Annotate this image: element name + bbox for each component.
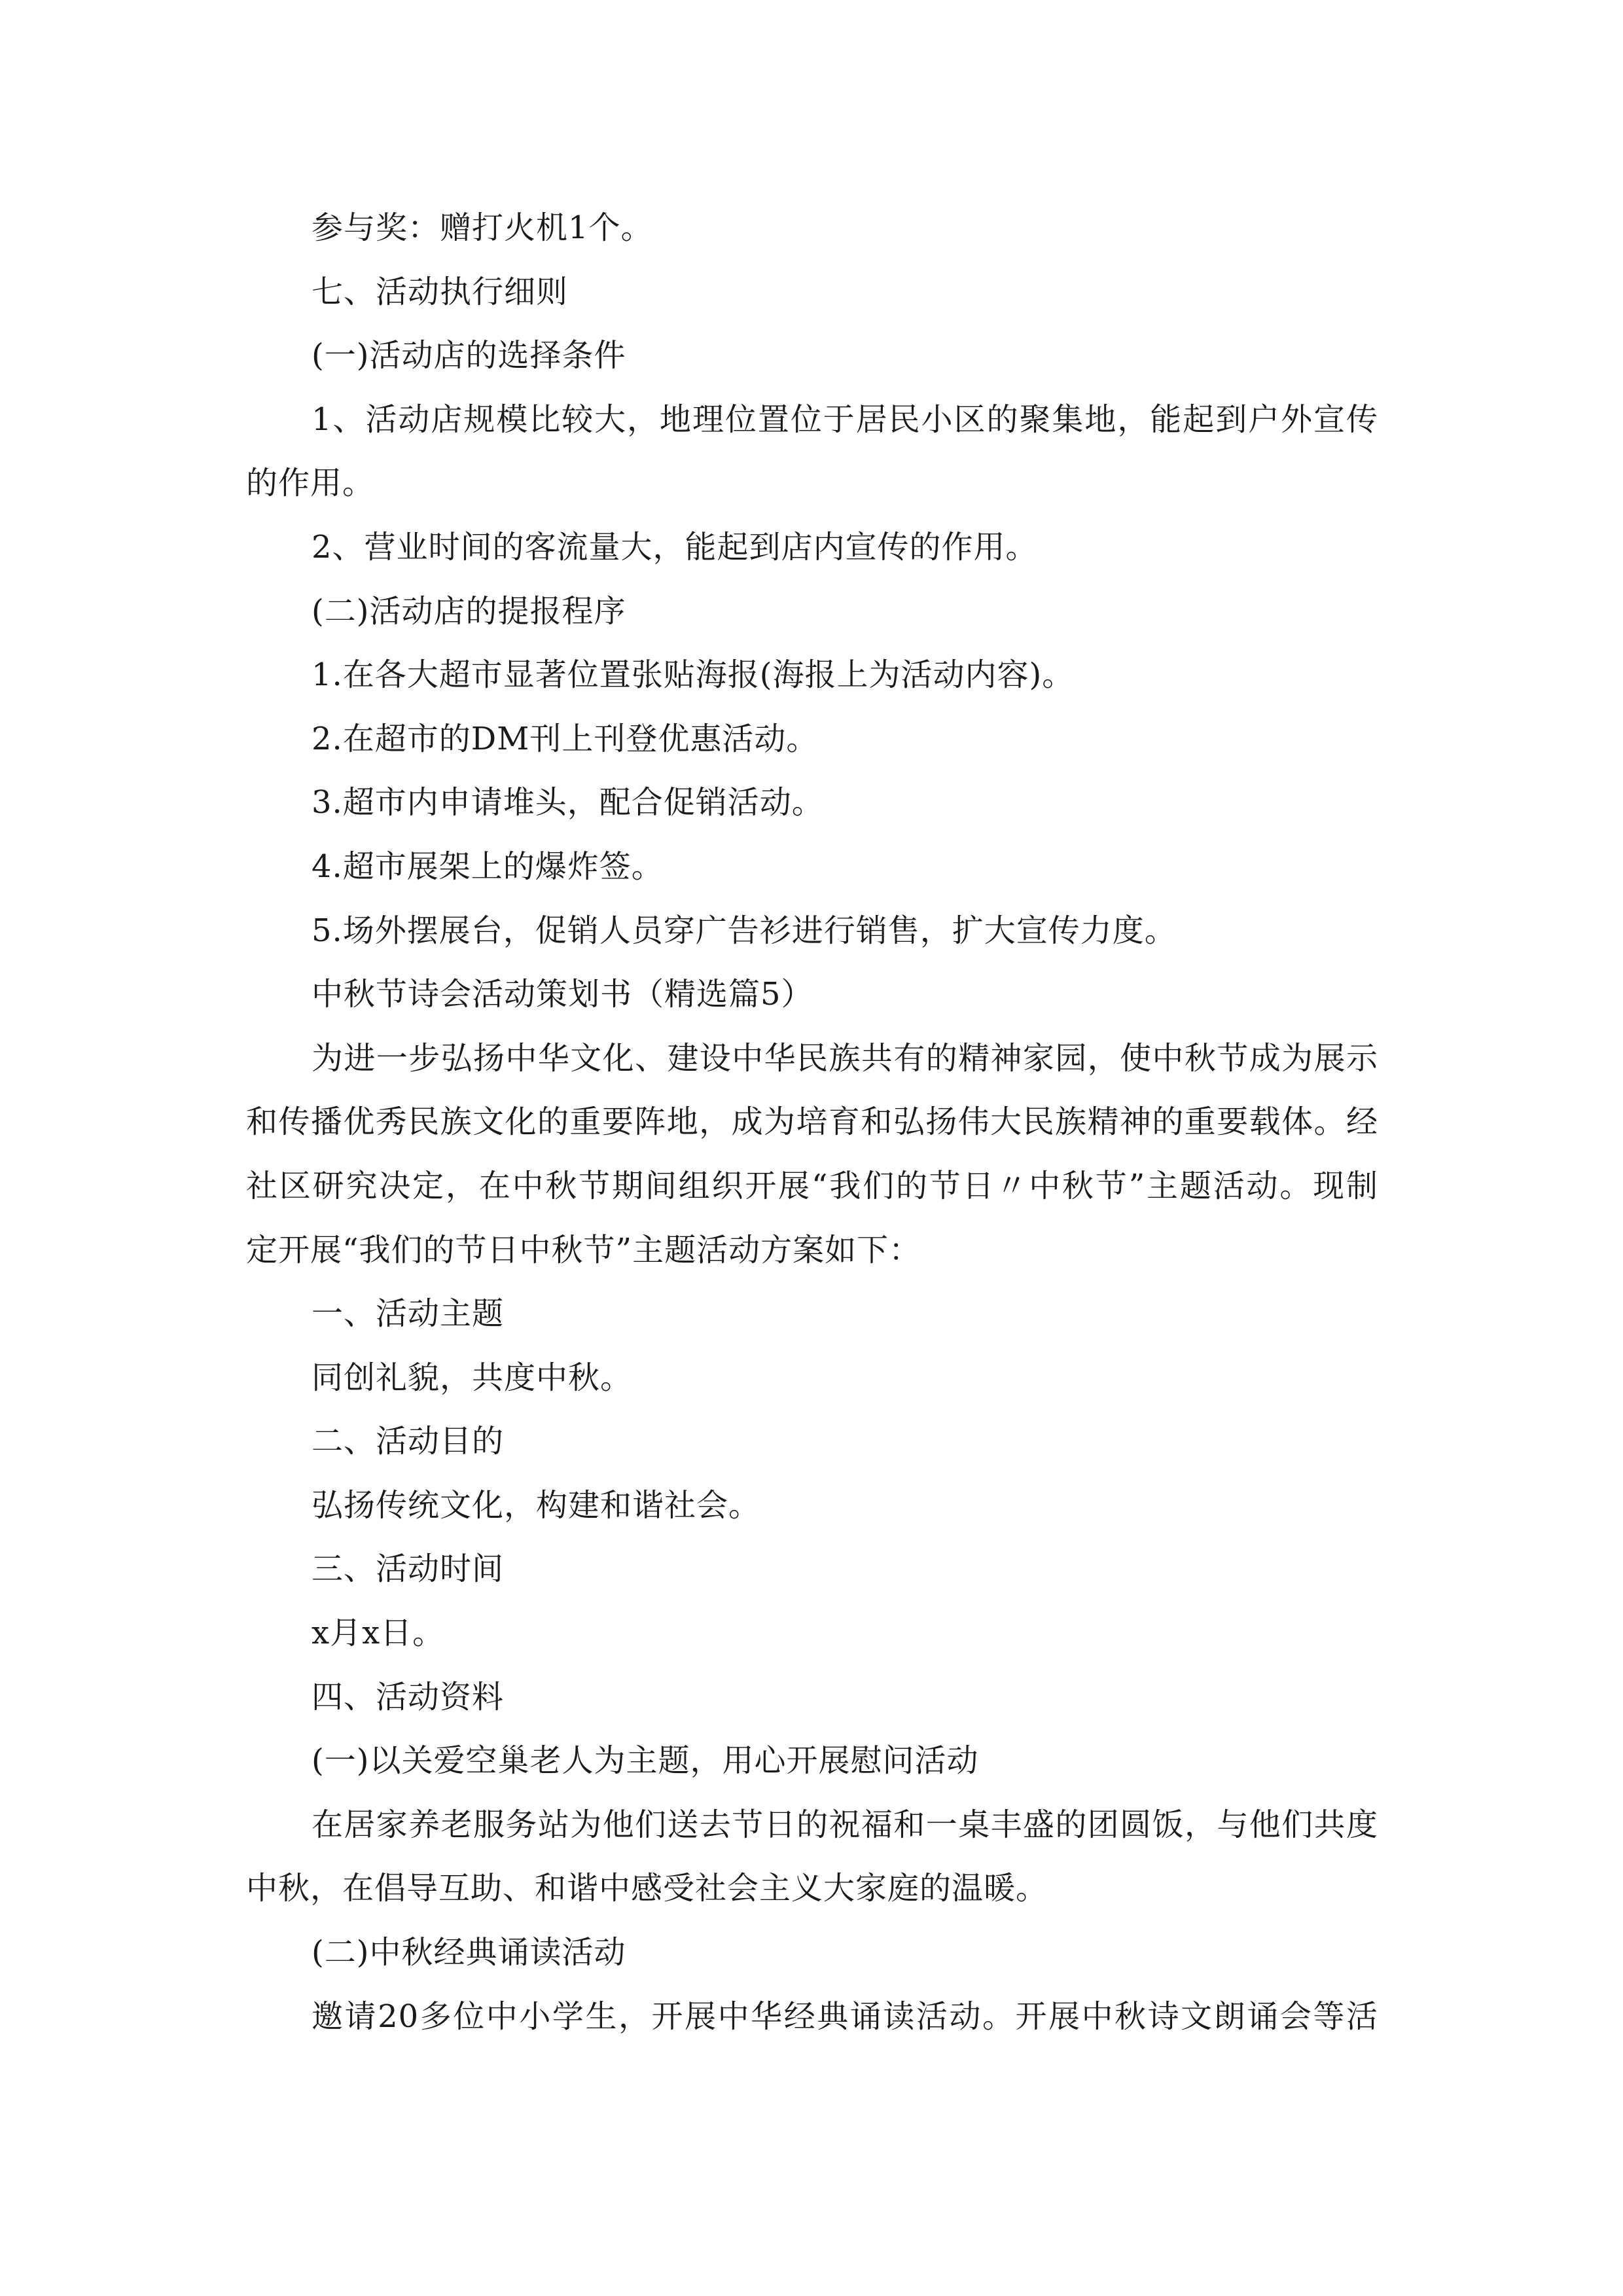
text-line: 为进一步弘扬中华文化、建设中华民族共有的精神家园，使中秋节成为展示: [312, 1039, 1378, 1077]
text-line: 1.在各大超市显著位置张贴海报(海报上为活动内容)。: [312, 656, 1075, 694]
text-line: 3.超市内申请堆头，配合促销活动。: [312, 784, 824, 821]
text-line: 弘扬传统文化，构建和谐社会。: [312, 1486, 761, 1524]
text-line: (二)中秋经典诵读活动: [312, 1934, 626, 1971]
text-line: 和传播优秀民族文化的重要阵地，成为培育和弘扬伟大民族精神的重要载体。经: [246, 1103, 1378, 1141]
text-line: 三、活动时间: [312, 1551, 505, 1588]
text-line: 一、活动主题: [312, 1295, 505, 1333]
text-line: 邀请20多位中小学生，开展中华经典诵读活动。开展中秋诗文朗诵会等活: [312, 1998, 1378, 2035]
text-line: 5.场外摆展台，促销人员穿广告衫进行销售，扩大宣传力度。: [312, 912, 1177, 949]
text-line: 2.在超市的DM刊上刊登优惠活动。: [312, 720, 819, 757]
text-line: 同创礼貌，共度中秋。: [312, 1359, 633, 1396]
text-line: (二)活动店的提报程序: [312, 592, 626, 630]
text-line: 2、营业时间的客流量大，能起到店内宣传的作用。: [312, 528, 1038, 565]
text-line: 中秋节诗会活动策划书（精选篇5）: [312, 976, 813, 1013]
text-line: 四、活动资料: [312, 1678, 505, 1715]
text-line: 1、活动店规模比较大，地理位置位于居民小区的聚集地，能起到户外宣传: [312, 401, 1378, 438]
text-line: x月x日。: [312, 1615, 445, 1652]
text-line: 二、活动目的: [312, 1423, 505, 1460]
text-line: 参与奖：赠打火机1个。: [312, 209, 653, 246]
text-line: 七、活动执行细则: [312, 273, 569, 310]
text-line: (一)活动店的选择条件: [312, 337, 626, 374]
text-line: 的作用。: [246, 465, 375, 502]
text-line: (一)以关爱空巢老人为主题，用心开展慰问活动: [312, 1742, 979, 1780]
text-line: 4.超市展架上的爆炸签。: [312, 848, 664, 885]
text-line: 在居家养老服务站为他们送去节日的祝福和一桌丰盛的团圆饭，与他们共度: [312, 1806, 1378, 1843]
text-line: 社区研究决定，在中秋节期间组织开展“我们的节日〃中秋节”主题活动。现制: [246, 1167, 1378, 1204]
document-body: [246, 196, 1378, 2049]
text-line: 中秋，在倡导互助、和谐中感受社会主义大家庭的温暖。: [246, 1870, 1048, 1907]
text-line: 定开展“我们的节日中秋节”主题活动方案如下：: [246, 1231, 921, 1268]
